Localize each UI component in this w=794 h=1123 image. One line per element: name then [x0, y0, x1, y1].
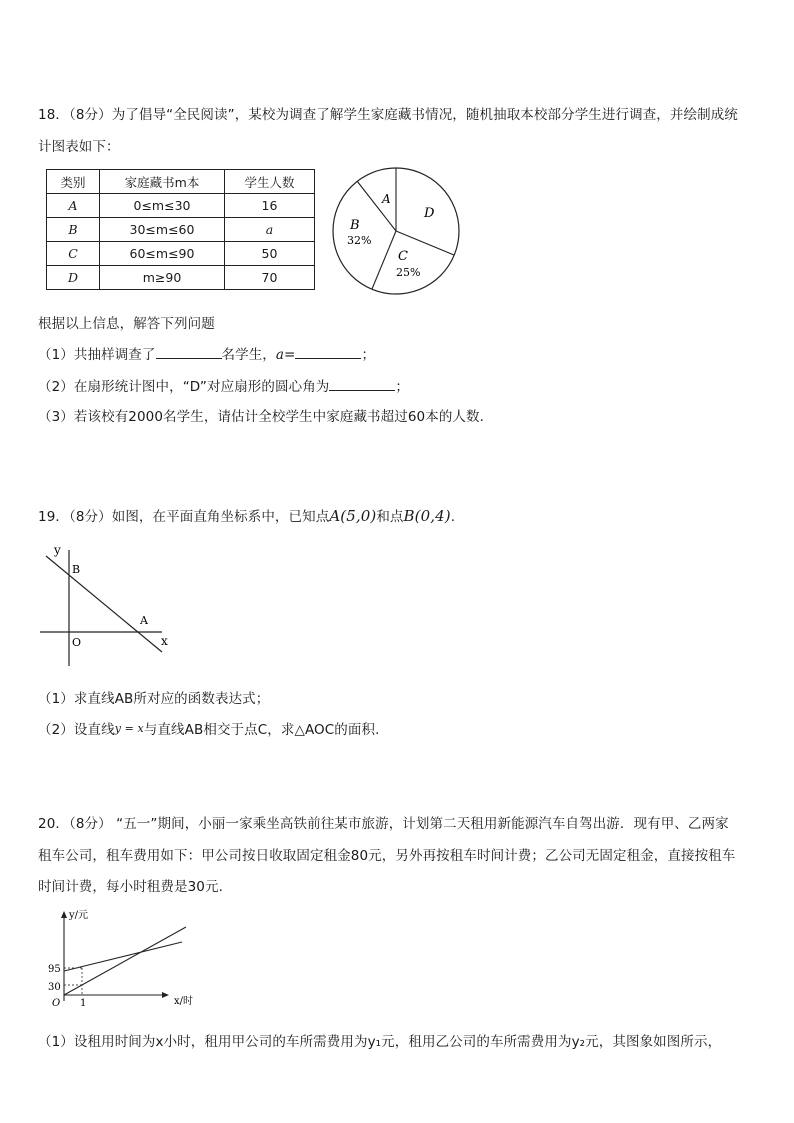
q18-part1-text: 名学生，: [221, 347, 276, 363]
answer-blank[interactable]: [329, 376, 395, 391]
tick-95: 95: [48, 964, 61, 975]
tick-1: 1: [80, 998, 87, 1009]
table-header-row: [47, 170, 315, 194]
table-cell: 50: [225, 242, 315, 266]
point-a: A(5,0): [329, 507, 377, 525]
q18-stem-line1: 18．（8分）为了倡导“全民阅读”，某校为调查了解学生家庭藏书情况，随机抽取本校部分学生进行调查，并绘制成统: [38, 107, 738, 123]
q18-table: [46, 169, 315, 290]
answer-blank[interactable]: [295, 344, 361, 359]
point-a-label: A: [140, 614, 148, 627]
pie-percent-c: 25%: [396, 266, 421, 279]
table-cell: A: [47, 194, 100, 218]
pie-label-c: C: [398, 249, 408, 264]
table-header-cell: 类别: [47, 170, 100, 194]
x-axis-arrow: [162, 992, 169, 998]
table-header-cell: 家庭藏书m本: [100, 170, 225, 194]
q20-part1: （1）设租用时间为x小时，租用甲公司的车所需费用为y₁元，租用乙公司的车所需费用为y₂元，其图象如图所示，: [38, 1034, 722, 1050]
table-cell: C: [47, 242, 100, 266]
q20-stem-line2: 租车公司，租车费用如下：甲公司按日收取固定租金80元，另外再按租车时间计费；乙公司无固定租金，直接按租车: [38, 848, 736, 864]
line-y1: [64, 942, 182, 971]
q19-part1: （1）求直线AB所对应的函数表达式；: [38, 691, 270, 707]
q19-stem-text: .: [450, 509, 456, 525]
q19-part2-text: （2）设直线: [38, 722, 115, 738]
q18-part1-text: ；: [361, 347, 376, 363]
table-cell: m≥90: [100, 266, 225, 290]
line-ab: [46, 556, 162, 652]
q18-part1-text: （1）共抽样调查了: [38, 347, 156, 363]
table-row: [47, 242, 315, 266]
equation-y-x: y = x: [114, 722, 144, 735]
table-row: [47, 194, 315, 218]
table-cell: B: [47, 218, 100, 242]
q19-part2-text: 与直线AB相交于点C，求△AOC的面积.: [143, 722, 380, 738]
table-cell: 0≤m≤30: [100, 194, 225, 218]
q18-part2-text: （2）在扇形统计图中，“D”对应扇形的圆心角为: [38, 379, 330, 395]
q19-stem-text: 19．（8分）如图，在平面直角坐标系中，已知点: [38, 509, 330, 525]
pie-label-d: D: [424, 206, 435, 221]
point-b-label: B: [72, 563, 81, 576]
q20-cost-graph: [46, 905, 216, 1015]
x-axis-label: x: [161, 634, 168, 648]
q19-part2: [38, 718, 380, 738]
q20-stem-line1: 20．（8分） “五一”期间，小丽一家乘坐高铁前往某市旅游，计划第二天租用新能源汽车自驾出游．现有甲、乙两家: [38, 816, 729, 832]
q19-stem-text: 和点: [376, 509, 404, 525]
table-row: [47, 218, 315, 242]
q19-stem: [38, 505, 455, 525]
pie-label-b: B: [350, 218, 360, 233]
table-cell: 16: [225, 194, 315, 218]
q18-part2-text: ；: [395, 379, 410, 395]
q18-stem-line2: 计图表如下：: [38, 139, 120, 155]
table-cell: a: [225, 218, 315, 242]
tick-30: 30: [48, 982, 61, 993]
q18-part3: （3）若该校有2000名学生，请估计全校学生中家庭藏书超过60本的人数．: [38, 409, 494, 425]
q18-part1: [38, 343, 375, 363]
q18-part1-var: a=: [275, 347, 296, 363]
answer-blank[interactable]: [156, 344, 222, 359]
x-axis-label: x/时: [174, 996, 194, 1007]
y-axis-arrow: [61, 911, 67, 918]
table-cell: 60≤m≤90: [100, 242, 225, 266]
table-header-cell: 学生人数: [225, 170, 315, 194]
q19-coordinate-graph: [36, 540, 176, 670]
pie-percent-b: 32%: [347, 234, 372, 247]
q18-intro: 根据以上信息，解答下列问题: [38, 316, 215, 332]
origin-label: O: [52, 998, 61, 1009]
table-cell: D: [47, 266, 100, 290]
q18-pie-chart: [330, 165, 462, 297]
table-row: [47, 266, 315, 290]
origin-label: O: [72, 636, 82, 649]
q20-stem-line3: 时间计费，每小时租费是30元.: [38, 879, 223, 895]
table-cell: 30≤m≤60: [100, 218, 225, 242]
y-axis-label: y/元: [69, 910, 89, 921]
y-axis-label: y: [54, 543, 61, 557]
table-cell: 70: [225, 266, 315, 290]
q18-part2: [38, 375, 409, 395]
point-b: B(0,4): [403, 507, 451, 525]
pie-label-a: A: [382, 192, 391, 206]
